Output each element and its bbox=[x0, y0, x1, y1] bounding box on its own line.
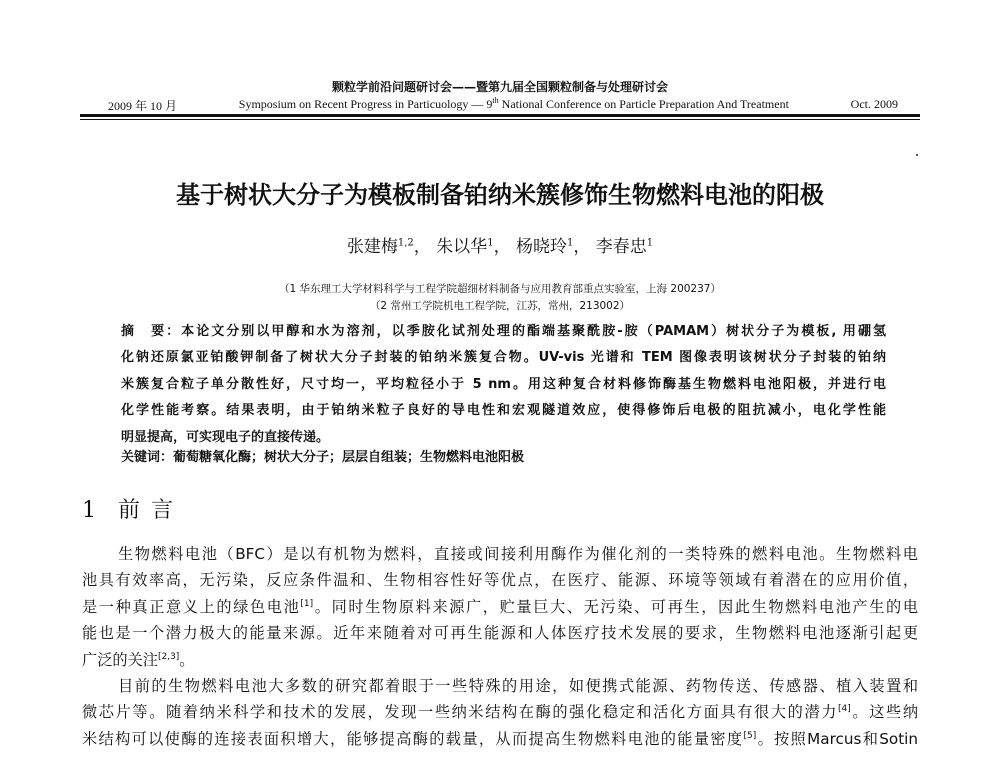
paragraph-line: 广泛的关注[2,3]。 bbox=[82, 650, 195, 669]
paragraph-line: 池具有效率高，无污染，反应条件温和、生物相容性好等优点，在医疗、能源、环境等领域有着潜在的应用价值， bbox=[82, 571, 918, 590]
section-title: 前 言 bbox=[118, 498, 175, 523]
paragraph-line: 微芯片等。随着纳米科学和技术的发展，发现一些纳米结构在酶的强化稳定和活化方面具有很大的潜力[4]。这些纳 bbox=[82, 703, 918, 722]
keywords-text: 葡萄糖氧化酶；树状大分子；层层自组装；生物燃料电池阳极 bbox=[173, 450, 525, 465]
paragraph-line: 能也是一个潜力极大的能量来源。近年来随着对可再生能源和人体医疗技术发展的要求，生物燃料电池逐渐引起更 bbox=[82, 624, 918, 643]
header-date-cn: 2009 年 10 月 bbox=[108, 99, 178, 113]
scan-artifact-dot bbox=[916, 154, 918, 156]
author-name: 朱以华 bbox=[436, 237, 488, 257]
abstract bbox=[121, 321, 886, 453]
keywords-label: 关键词： bbox=[121, 450, 174, 465]
conference-header-en bbox=[108, 97, 898, 114]
header-rule-thin bbox=[80, 119, 920, 120]
abstract-label: 摘 要： bbox=[121, 324, 182, 339]
header-rule-thick bbox=[80, 114, 920, 117]
paper-title: 基于树状大分子为模板制备铂纳米簇修饰生物燃料电池的阳极 bbox=[176, 181, 824, 209]
author-name: 张建梅 bbox=[346, 237, 398, 257]
body-text bbox=[82, 541, 918, 752]
author-name: 杨晓玲 bbox=[515, 237, 567, 257]
paragraph-line: 目前的生物燃料电池大多数的研究都着眼于一些特殊的用途，如便携式能源、药物传送、传感器、植入装置和 bbox=[118, 676, 918, 695]
conference-header-cn: 颗粒学前沿问题研讨会——暨第九届全国颗粒制备与处理研讨会 bbox=[331, 80, 668, 94]
author-list: 张建梅$^{1,2}$， 朱以华$^1$， 杨晓玲$^1$， 李春忠$^1$ bbox=[346, 237, 654, 257]
abstract-line: 米簇复合粒子单分散性好，尺寸均一，平均粒径小于 5 nm。用这种复合材料修饰酶基生物燃料电池阳极，并进行电 bbox=[121, 376, 886, 392]
abstract-line: 化学性能考察。结果表明，由于铂纳米粒子良好的导电性和宏观隧道效应，使得修饰后电极的阻抗减小，电化学性能 bbox=[121, 403, 886, 419]
header-symposium-en: Symposium on Recent Progress in Particuology — 9th National Conference on Particle Preparation And Treatment bbox=[238, 96, 789, 111]
citation: [4] bbox=[838, 704, 851, 715]
paragraph-line: 是一种真正意义上的绿色电池[1]。同时生物原料来源广，贮量巨大、无污染、可再生，因此生物燃料电池产生的电 bbox=[82, 597, 918, 616]
section-heading bbox=[82, 493, 175, 524]
paragraph-line: 生物燃料电池（BFC）是以有机物为燃料，直接或间接利用酶作为催化剂的一类特殊的燃料电池。生物燃料电 bbox=[118, 545, 918, 563]
affiliation-1: （1 华东理工大学材料科学与工程学院超细材料制备与应用教育部重点实验室，上海 200237） bbox=[279, 283, 721, 295]
header-date-en: Oct. 2009 bbox=[850, 97, 898, 111]
abstract-line: 摘 要：本论文分别以甲醇和水为溶剂，以季胺化试剂处理的酯端基聚酰胺-胺（PAMAM）树状分子为模板, 用硼氢 bbox=[121, 324, 886, 339]
citation: [2,3] bbox=[157, 651, 180, 662]
section-number: 1 bbox=[82, 498, 98, 523]
abstract-line: 明显提高，可实现电子的直接传递。 bbox=[121, 429, 330, 445]
citation: [5] bbox=[743, 730, 757, 741]
citation: [1] bbox=[300, 598, 314, 609]
keywords bbox=[121, 446, 886, 465]
abstract-line: 化钠还原氯亚铂酸钾制备了树状大分子封装的铂纳米簇复合物。UV-vis 光谱和 TEM 图像表明该树状分子封装的铂纳 bbox=[121, 350, 886, 366]
affiliation-2: （2 常州工学院机电工程学院，江苏，常州，213002） bbox=[369, 300, 631, 312]
author-name: 李春忠 bbox=[595, 237, 647, 257]
paragraph-line: 米结构可以使酶的连接表面积增大，能够提高酶的载量，从而提高生物燃料电池的能量密度[5]。按照Marcus和Sotin bbox=[82, 729, 918, 748]
